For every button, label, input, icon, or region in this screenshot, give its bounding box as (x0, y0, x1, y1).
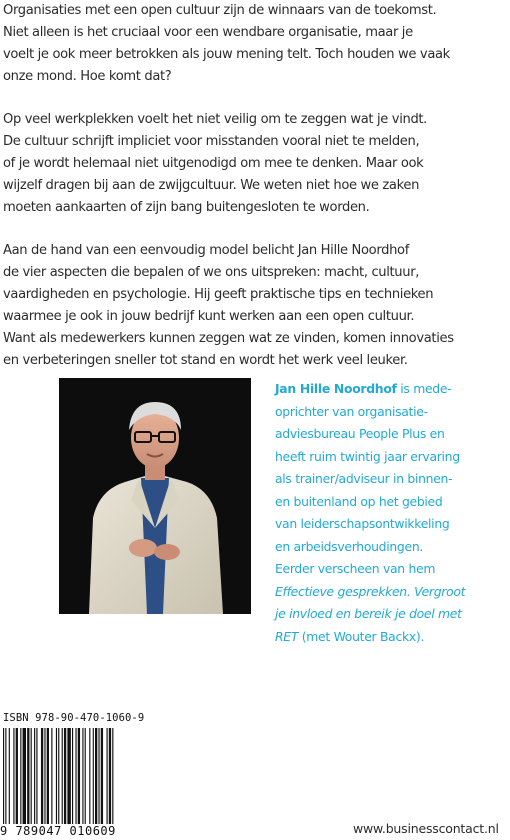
barcode-bar (93, 728, 94, 824)
barcode-bar (112, 728, 113, 824)
barcode-bar (5, 728, 6, 824)
bio-line: RET (met Wouter Backx). (275, 628, 425, 644)
barcode-bar (82, 728, 83, 824)
bio-line: van leiderschapsontwikkeling (275, 516, 450, 531)
barcode-bar (51, 728, 52, 824)
text-line: waarmee je ook in jouw bedrijf kunt werken aan een open cultuur. (3, 309, 415, 324)
barcode-bar (20, 728, 21, 824)
text-line: Op veel werkplekken voelt het niet veilig om te zeggen wat je vindt. (3, 112, 427, 127)
barcode-bar (72, 728, 73, 824)
barcode-bar (36, 728, 37, 824)
barcode-bar (9, 728, 10, 824)
barcode-bar (13, 728, 14, 824)
barcode-bar (16, 728, 18, 824)
text-line: de vier aspecten die bepalen of we ons uitspreken: macht, cultuur, (3, 265, 420, 280)
bio-line: als trainer/adviseur in binnen- (275, 471, 453, 486)
barcode-bar (101, 728, 103, 824)
barcode-bar (85, 728, 86, 824)
barcode-bar (78, 728, 80, 824)
text-line: moeten aankaarten of zijn bang buitengesloten te worden. (3, 200, 370, 215)
text-line: Organisaties met een open cultuur zijn de winnaars van de toekomst. (3, 3, 437, 18)
barcode-bar (75, 728, 76, 824)
barcode-bar (41, 728, 43, 824)
barcode-bar (44, 728, 45, 824)
barcode-bar (56, 728, 57, 824)
barcode-bar (98, 728, 99, 824)
barcode-bar (23, 728, 26, 824)
text-line: De cultuur schrijft impliciet voor misstanden vooral niet te melden, (3, 134, 420, 149)
barcode-bar (64, 728, 66, 824)
barcode-bar (67, 728, 70, 824)
barcode-bar (31, 728, 32, 824)
bio-line: Jan Hille Noordhof is mede- (275, 381, 452, 396)
text-line: voelt je ook meer betrokken als jouw mening telt. Toch houden we vaak (3, 47, 450, 62)
text-line: of je wordt helemaal niet uitgenodigd om mee te denken. Maar ook (3, 156, 424, 171)
paragraph-1 (3, 0, 508, 88)
bio-line: en arbeidsverhoudingen. (275, 538, 424, 554)
bio-line: en buitenland op het gebied (275, 493, 443, 509)
text-line: wijzelf dragen bij aan de zwijgcultuur. We weten niet hoe we zaken (3, 178, 420, 193)
bio-line: oprichter van organisatie- (275, 403, 428, 419)
paragraph-2 (3, 109, 508, 219)
book-title: RET (275, 628, 299, 644)
barcode-bar (47, 728, 49, 824)
text-line: Aan de hand van een eenvoudig model belicht Jan Hille Noordhof (3, 243, 409, 258)
barcode-bar (34, 728, 35, 824)
barcode-bar (58, 728, 59, 824)
description-text (3, 0, 508, 393)
barcode-bar (107, 728, 108, 824)
barcode-bar (89, 728, 90, 824)
barcode-bar (62, 728, 63, 824)
book-title: Effectieve gesprekken. Vergroot (275, 583, 466, 599)
author-bio (275, 378, 505, 648)
text-line: en verbeteringen sneller tot stand en wordt het werk veel leuker. (3, 353, 408, 368)
author-photo (59, 378, 251, 614)
isbn-label: ISBN 978-90-470-1060-9 (3, 712, 145, 724)
book-title: je invloed en bereik je doel met (275, 606, 462, 621)
text-line: vaardigheden en psychologie. Hij geeft praktische tips en technieken (3, 287, 434, 302)
barcode (3, 728, 149, 824)
bio-line: heeft ruim twintig jaar ervaring (275, 448, 460, 464)
barcode-bar (95, 728, 97, 824)
barcode-number: 9 789047 010609 (0, 824, 116, 838)
text-line: onze mond. Hoe komt dat? (3, 69, 172, 84)
publisher-website: www.businesscontact.nl (353, 821, 499, 836)
text-line: Want als medewerkers kunnen zeggen wat ze vinden, komen innovaties (3, 331, 454, 346)
barcode-bar (109, 728, 111, 824)
bio-line (275, 581, 505, 604)
bio-line (275, 603, 505, 626)
bio-line: Eerder verscheen van hem (275, 561, 436, 576)
text-line: Niet alleen is het cruciaal voor een wendbare organisatie, maar je (3, 25, 413, 40)
author-name: Jan Hille Noordhof (275, 381, 397, 396)
bio-line: adviesbureau People Plus en (275, 426, 445, 441)
barcode-bar (3, 728, 4, 824)
paragraph-3 (3, 240, 508, 372)
barcode-bar (27, 728, 29, 824)
